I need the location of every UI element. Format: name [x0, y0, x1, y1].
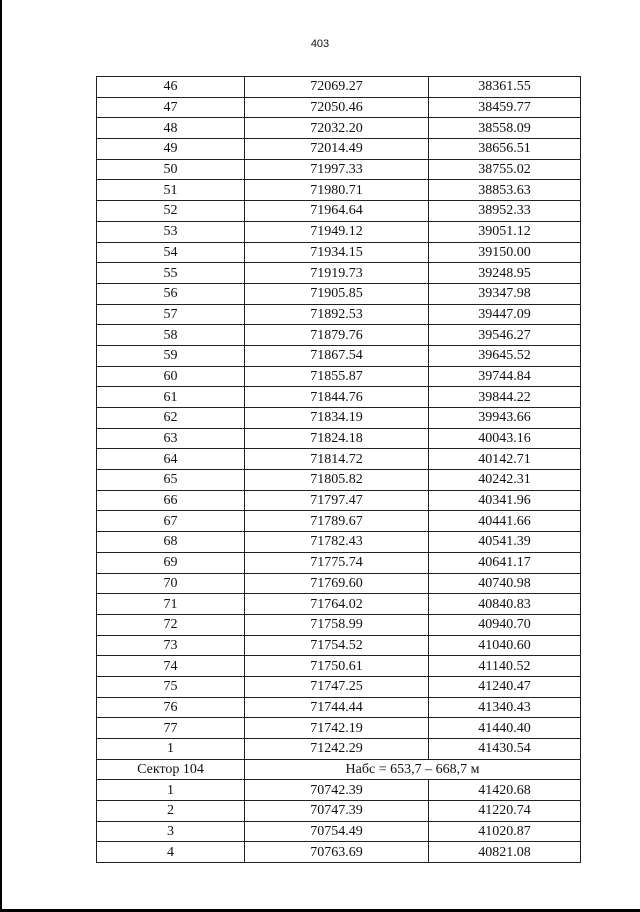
point-number-cell: 3 — [97, 821, 245, 842]
table-row — [97, 387, 581, 408]
table-row — [97, 97, 581, 118]
x-coordinate-cell: 71964.64 — [245, 201, 429, 222]
point-number-cell: 74 — [97, 656, 245, 677]
x-coordinate-cell: 71758.99 — [245, 614, 429, 635]
y-coordinate-cell: 40821.08 — [429, 842, 581, 863]
table-row — [97, 283, 581, 304]
table-row — [97, 676, 581, 697]
x-coordinate-cell: 71834.19 — [245, 408, 429, 429]
point-number-cell: 62 — [97, 408, 245, 429]
table-row — [97, 614, 581, 635]
point-number-cell: 54 — [97, 242, 245, 263]
point-number-cell: 58 — [97, 325, 245, 346]
x-coordinate-cell: 71775.74 — [245, 552, 429, 573]
point-number-cell: 71 — [97, 594, 245, 615]
y-coordinate-cell: 40043.16 — [429, 428, 581, 449]
y-coordinate-cell: 41430.54 — [429, 739, 581, 760]
coordinates-table — [96, 76, 581, 863]
y-coordinate-cell: 40740.98 — [429, 573, 581, 594]
x-coordinate-cell: 71742.19 — [245, 718, 429, 739]
x-coordinate-cell: 71744.44 — [245, 697, 429, 718]
y-coordinate-cell: 41340.43 — [429, 697, 581, 718]
y-coordinate-cell: 41020.87 — [429, 821, 581, 842]
point-number-cell: 55 — [97, 263, 245, 284]
point-number-cell: 47 — [97, 97, 245, 118]
x-coordinate-cell: 71905.85 — [245, 283, 429, 304]
point-number-cell: 51 — [97, 180, 245, 201]
y-coordinate-cell: 39051.12 — [429, 221, 581, 242]
y-coordinate-cell: 40940.70 — [429, 614, 581, 635]
x-coordinate-cell: 71814.72 — [245, 449, 429, 470]
y-coordinate-cell: 41140.52 — [429, 656, 581, 677]
table-row — [97, 739, 581, 760]
table-row — [97, 780, 581, 801]
y-coordinate-cell: 38853.63 — [429, 180, 581, 201]
table-row — [97, 325, 581, 346]
x-coordinate-cell: 71824.18 — [245, 428, 429, 449]
y-coordinate-cell: 40242.31 — [429, 470, 581, 491]
x-coordinate-cell: 71980.71 — [245, 180, 429, 201]
point-number-cell: 61 — [97, 387, 245, 408]
y-coordinate-cell: 39744.84 — [429, 366, 581, 387]
x-coordinate-cell: 72014.49 — [245, 139, 429, 160]
table-row — [97, 304, 581, 325]
point-number-cell: 69 — [97, 552, 245, 573]
table-row — [97, 201, 581, 222]
x-coordinate-cell: 72069.27 — [245, 77, 429, 98]
x-coordinate-cell: 71934.15 — [245, 242, 429, 263]
table-row — [97, 573, 581, 594]
point-number-cell: 70 — [97, 573, 245, 594]
x-coordinate-cell: 70754.49 — [245, 821, 429, 842]
point-number-cell: 77 — [97, 718, 245, 739]
y-coordinate-cell: 41040.60 — [429, 635, 581, 656]
point-number-cell: 2 — [97, 801, 245, 822]
point-number-cell: 53 — [97, 221, 245, 242]
y-coordinate-cell: 38459.77 — [429, 97, 581, 118]
point-number-cell: 76 — [97, 697, 245, 718]
y-coordinate-cell: 38952.33 — [429, 201, 581, 222]
point-number-cell: 67 — [97, 511, 245, 532]
point-number-cell: 1 — [97, 739, 245, 760]
point-number-cell: 75 — [97, 676, 245, 697]
x-coordinate-cell: 71892.53 — [245, 304, 429, 325]
x-coordinate-cell: 71764.02 — [245, 594, 429, 615]
y-coordinate-cell: 41420.68 — [429, 780, 581, 801]
sector-label: Сектор 104 — [97, 759, 245, 780]
x-coordinate-cell: 71855.87 — [245, 366, 429, 387]
y-coordinate-cell: 38755.02 — [429, 159, 581, 180]
y-coordinate-cell: 41240.47 — [429, 676, 581, 697]
y-coordinate-cell: 39248.95 — [429, 263, 581, 284]
table-row — [97, 697, 581, 718]
y-coordinate-cell: 39347.98 — [429, 283, 581, 304]
table-row — [97, 821, 581, 842]
table-body — [97, 77, 581, 863]
y-coordinate-cell: 41220.74 — [429, 801, 581, 822]
point-number-cell: 49 — [97, 139, 245, 160]
x-coordinate-cell: 71797.47 — [245, 490, 429, 511]
table-row — [97, 511, 581, 532]
table-row — [97, 408, 581, 429]
y-coordinate-cell: 40341.96 — [429, 490, 581, 511]
table-row — [97, 345, 581, 366]
table-row — [97, 263, 581, 284]
point-number-cell: 50 — [97, 159, 245, 180]
point-number-cell: 73 — [97, 635, 245, 656]
x-coordinate-cell: 70747.39 — [245, 801, 429, 822]
x-coordinate-cell: 71750.61 — [245, 656, 429, 677]
table-row — [97, 801, 581, 822]
table-row — [97, 656, 581, 677]
point-number-cell: 46 — [97, 77, 245, 98]
table-row — [97, 490, 581, 511]
table-row — [97, 552, 581, 573]
table-row — [97, 139, 581, 160]
x-coordinate-cell: 71747.25 — [245, 676, 429, 697]
point-number-cell: 59 — [97, 345, 245, 366]
y-coordinate-cell: 40441.66 — [429, 511, 581, 532]
point-number-cell: 52 — [97, 201, 245, 222]
x-coordinate-cell: 71867.54 — [245, 345, 429, 366]
x-coordinate-cell: 71879.76 — [245, 325, 429, 346]
point-number-cell: 56 — [97, 283, 245, 304]
y-coordinate-cell: 41440.40 — [429, 718, 581, 739]
table-row — [97, 180, 581, 201]
table-row — [97, 842, 581, 863]
point-number-cell: 48 — [97, 118, 245, 139]
table-row — [97, 159, 581, 180]
table-row — [97, 449, 581, 470]
y-coordinate-cell: 40840.83 — [429, 594, 581, 615]
y-coordinate-cell: 38361.55 — [429, 77, 581, 98]
y-coordinate-cell: 39447.09 — [429, 304, 581, 325]
y-coordinate-cell: 38656.51 — [429, 139, 581, 160]
x-coordinate-cell: 72050.46 — [245, 97, 429, 118]
table-row — [97, 366, 581, 387]
table-row — [97, 221, 581, 242]
y-coordinate-cell: 38558.09 — [429, 118, 581, 139]
x-coordinate-cell: 71782.43 — [245, 532, 429, 553]
point-number-cell: 60 — [97, 366, 245, 387]
x-coordinate-cell: 70763.69 — [245, 842, 429, 863]
x-coordinate-cell: 71949.12 — [245, 221, 429, 242]
y-coordinate-cell: 39150.00 — [429, 242, 581, 263]
point-number-cell: 68 — [97, 532, 245, 553]
table-row — [97, 77, 581, 98]
table-row — [97, 532, 581, 553]
point-number-cell: 72 — [97, 614, 245, 635]
y-coordinate-cell: 39844.22 — [429, 387, 581, 408]
table-row — [97, 635, 581, 656]
table-row — [97, 428, 581, 449]
point-number-cell: 64 — [97, 449, 245, 470]
point-number-cell: 66 — [97, 490, 245, 511]
x-coordinate-cell: 71919.73 — [245, 263, 429, 284]
point-number-cell: 4 — [97, 842, 245, 863]
y-coordinate-cell: 40142.71 — [429, 449, 581, 470]
y-coordinate-cell: 39943.66 — [429, 408, 581, 429]
y-coordinate-cell: 39645.52 — [429, 345, 581, 366]
x-coordinate-cell: 71789.67 — [245, 511, 429, 532]
table-row — [97, 594, 581, 615]
x-coordinate-cell: 71769.60 — [245, 573, 429, 594]
x-coordinate-cell: 71242.29 — [245, 739, 429, 760]
x-coordinate-cell: 71844.76 — [245, 387, 429, 408]
page-number: 403 — [310, 38, 330, 50]
x-coordinate-cell: 71997.33 — [245, 159, 429, 180]
y-coordinate-cell: 39546.27 — [429, 325, 581, 346]
point-number-cell: 63 — [97, 428, 245, 449]
table-row — [97, 118, 581, 139]
table-row — [97, 470, 581, 491]
sector-row — [97, 759, 581, 780]
point-number-cell: 65 — [97, 470, 245, 491]
y-coordinate-cell: 40541.39 — [429, 532, 581, 553]
sector-height-range: Набс = 653,7 – 668,7 м — [245, 759, 581, 780]
scan-left-edge — [0, 0, 2, 912]
table-row — [97, 242, 581, 263]
point-number-cell: 1 — [97, 780, 245, 801]
x-coordinate-cell: 72032.20 — [245, 118, 429, 139]
point-number-cell: 57 — [97, 304, 245, 325]
x-coordinate-cell: 71805.82 — [245, 470, 429, 491]
table-row — [97, 718, 581, 739]
x-coordinate-cell: 71754.52 — [245, 635, 429, 656]
x-coordinate-cell: 70742.39 — [245, 780, 429, 801]
y-coordinate-cell: 40641.17 — [429, 552, 581, 573]
